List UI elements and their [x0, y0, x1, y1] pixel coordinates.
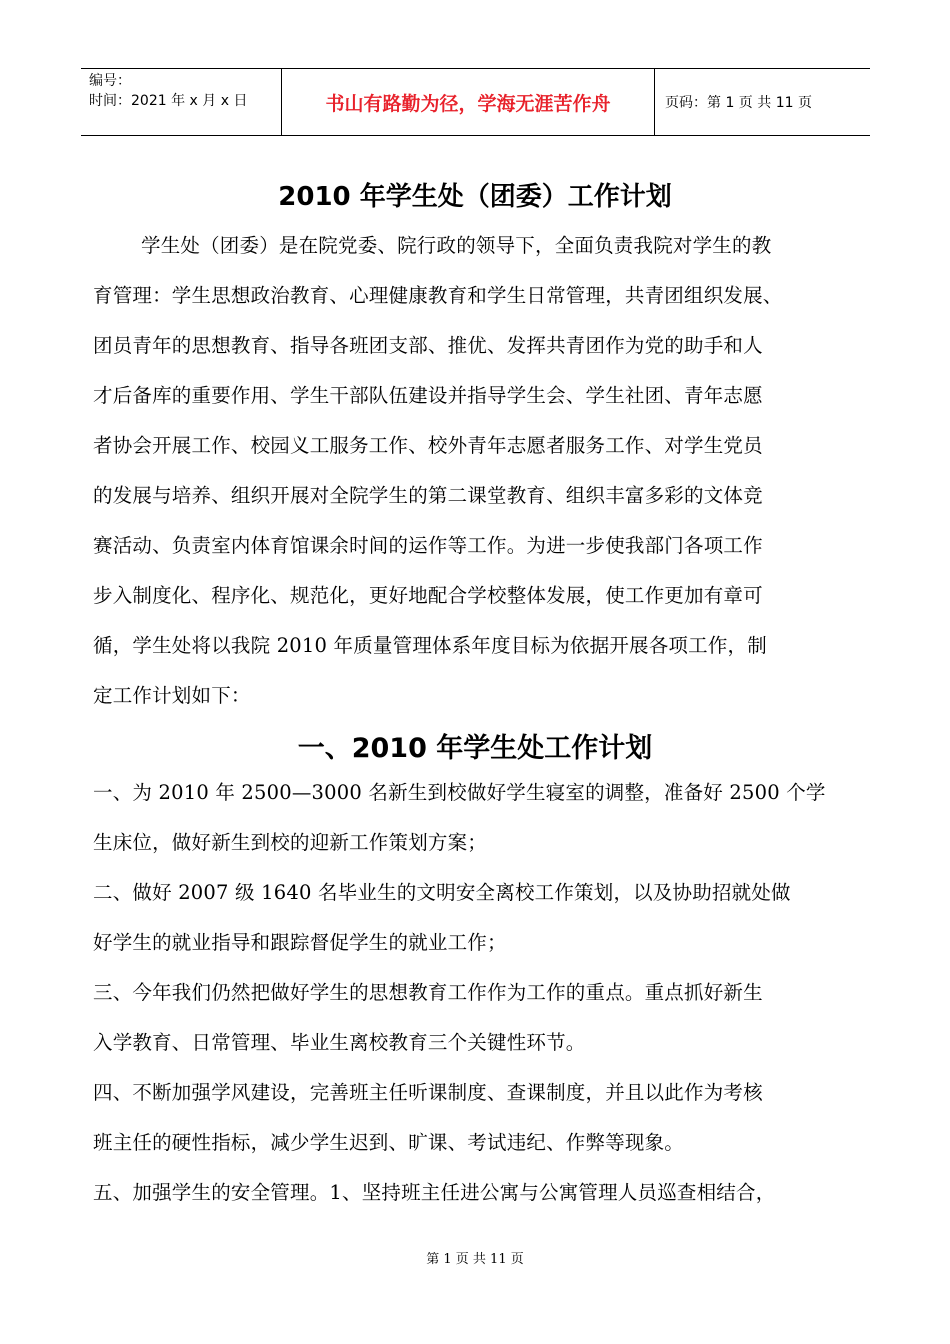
intro-line: 育管理：学生思想政治教育、心理健康教育和学生日常管理，共青团组织发展、	[93, 284, 783, 307]
intro-line: 者协会开展工作、校园义工服务工作、校外青年志愿者服务工作、对学生党员	[93, 434, 763, 457]
time-label: 时间：2021 年 x 月 x 日	[89, 93, 248, 109]
intro-line: 的发展与培养、组织开展对全院学生的第二课堂教育、组织丰富多彩的文体竞	[93, 484, 763, 507]
header-page-info: 页码：第 1 页 共 11 页	[665, 95, 812, 111]
document-title: 2010 年学生处（团委）工作计划	[278, 182, 672, 212]
plan-line: 五、加强学生的安全管理。1、坚持班主任进公寓与公寓管理人员巡查相结合，	[93, 1181, 776, 1204]
page-footer: 第 1 页 共 11 页	[426, 1252, 524, 1267]
plan-line: 入学教育、日常管理、毕业生离校教育三个关键性环节。	[93, 1031, 586, 1054]
plan-line: 生床位，做好新生到校的迎新工作策划方案；	[93, 831, 488, 854]
intro-line: 步入制度化、程序化、规范化，更好地配合学校整体发展，使工作更加有章可	[93, 584, 763, 607]
intro-line: 才后备库的重要作用、学生干部队伍建设并指导学生会、学生社团、青年志愿	[93, 384, 763, 407]
document-header	[81, 68, 870, 136]
plan-line: 好学生的就业指导和跟踪督促学生的就业工作；	[93, 931, 507, 954]
intro-line: 团员青年的思想教育、指导各班团支部、推优、发挥共青团作为党的助手和人	[93, 334, 763, 357]
plan-line: 三、今年我们仍然把做好学生的思想教育工作作为工作的重点。重点抓好新生	[93, 981, 763, 1004]
intro-line: 赛活动、负责室内体育馆课余时间的运作等工作。为进一步使我部门各项工作	[93, 534, 763, 557]
header-motto: 书山有路勤为径，学海无涯苦作舟	[281, 69, 655, 135]
number-label: 编号：	[89, 73, 131, 89]
plan-line: 班主任的硬性指标，减少学生迟到、旷课、考试违纪、作弊等现象。	[93, 1131, 685, 1154]
header-meta	[81, 69, 281, 135]
intro-line: 定工作计划如下：	[93, 684, 251, 707]
intro-line: 循，学生处将以我院 2010 年质量管理体系年度目标为依据开展各项工作，制	[93, 634, 767, 657]
intro-line: 学生处（团委）是在院党委、院行政的领导下，全面负责我院对学生的教	[141, 234, 772, 257]
plan-line: 一、为 2010 年 2500—3000 名新生到校做好学生寝室的调整，准备好 2500 个学	[93, 781, 826, 804]
plan-line: 四、不断加强学风建设，完善班主任听课制度、查课制度，并且以此作为考核	[93, 1081, 763, 1104]
section-title: 一、2010 年学生处工作计划	[297, 733, 653, 764]
plan-line: 二、做好 2007 级 1640 名毕业生的文明安全离校工作策划，以及协助招就处做	[93, 881, 791, 904]
